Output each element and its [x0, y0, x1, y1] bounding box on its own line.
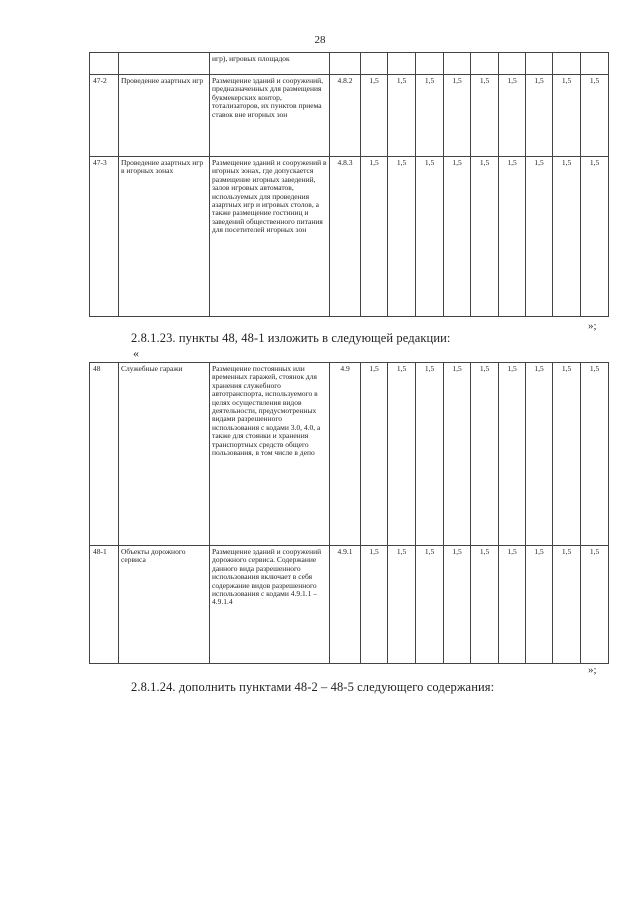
use-name: Проведение азартных игр в игорных зонах	[119, 157, 210, 317]
value-cell: 1,5	[526, 75, 553, 157]
value-cell: 1,5	[388, 546, 416, 664]
value-cell: 1,5	[581, 363, 609, 546]
value-cell: 1,5	[361, 546, 388, 664]
use-code: 4.9.1	[330, 546, 361, 664]
value-cell: 1,5	[499, 363, 526, 546]
value-cell: 1,5	[416, 363, 444, 546]
use-code: 4.9	[330, 363, 361, 546]
table-row	[90, 53, 609, 75]
paragraph-2-8-1-24: 2.8.1.24. дополнить пунктами 48-2 – 48-5 следующего содержания:	[131, 680, 495, 694]
value-cell: 1,5	[444, 546, 471, 664]
value-cell: 1,5	[416, 157, 444, 317]
value-cell	[444, 53, 471, 75]
value-cell: 1,5	[499, 546, 526, 664]
value-cell: 1,5	[444, 157, 471, 317]
row-number	[90, 53, 119, 75]
use-description: Размещение постоянных или временных гаражей, стоянок для хранения служебного автотранспорта, используемого в целях осуществления видов деятельности, предусмотренных видами разрешенного использования с кодами 3.0, 4.0, а также для стоянки и хранения транспортных средств общего пользования, в том числе в депо	[210, 363, 330, 546]
value-cell	[361, 53, 388, 75]
use-code: 4.8.2	[330, 75, 361, 157]
table-row	[90, 363, 609, 546]
value-cell: 1,5	[416, 75, 444, 157]
use-code	[330, 53, 361, 75]
value-cell: 1,5	[499, 75, 526, 157]
closing-quote: »;	[588, 664, 597, 676]
value-cell: 1,5	[361, 363, 388, 546]
zoning-table-top	[89, 52, 609, 317]
value-cell: 1,5	[471, 157, 499, 317]
value-cell	[416, 53, 444, 75]
value-cell: 1,5	[471, 546, 499, 664]
use-description: Размещение зданий и сооружений дорожного сервиса. Содержание данного вида разрешенного использования включает в себя содержание видов разрешенного использования с кодами 4.9.1.1 – 4.9.1.4	[210, 546, 330, 664]
row-number: 47-3	[90, 157, 119, 317]
value-cell: 1,5	[471, 363, 499, 546]
value-cell	[499, 53, 526, 75]
value-cell: 1,5	[388, 157, 416, 317]
value-cell: 1,5	[526, 546, 553, 664]
use-code: 4.8.3	[330, 157, 361, 317]
value-cell: 1,5	[444, 363, 471, 546]
use-description: Размещение зданий и сооружений в игорных зонах, где допускается размещение игорных заведений, залов игровых автоматов, используемых для проведения азартных игр и игровых столов, а также размещение гостиниц и заведений общественного питания для посетителей игорных зон	[210, 157, 330, 317]
value-cell: 1,5	[553, 75, 581, 157]
value-cell: 1,5	[553, 363, 581, 546]
use-name	[119, 53, 210, 75]
use-name: Служебные гаражи	[119, 363, 210, 546]
row-number: 48	[90, 363, 119, 546]
paragraph-2-8-1-23: 2.8.1.23. пункты 48, 48-1 изложить в следующей редакции:	[131, 331, 451, 345]
value-cell: 1,5	[581, 157, 609, 317]
closing-quote: »;	[588, 320, 597, 332]
value-cell	[526, 53, 553, 75]
value-cell: 1,5	[444, 75, 471, 157]
value-cell	[388, 53, 416, 75]
value-cell: 1,5	[526, 363, 553, 546]
table-row	[90, 75, 609, 157]
value-cell: 1,5	[361, 157, 388, 317]
value-cell: 1,5	[581, 546, 609, 664]
use-name: Объекты дорожного сервиса	[119, 546, 210, 664]
value-cell: 1,5	[471, 75, 499, 157]
value-cell: 1,5	[581, 75, 609, 157]
value-cell	[581, 53, 609, 75]
table-row	[90, 157, 609, 317]
row-number: 47-2	[90, 75, 119, 157]
value-cell: 1,5	[361, 75, 388, 157]
use-description: Размещение зданий и сооружений, предназначенных для размещения букмекерских контор, тотализаторов, их пунктов приема ставок вне игорных зон	[210, 75, 330, 157]
value-cell: 1,5	[499, 157, 526, 317]
zoning-table-bottom	[89, 362, 609, 664]
value-cell: 1,5	[388, 75, 416, 157]
use-name: Проведение азартных игр	[119, 75, 210, 157]
opening-quote: «	[133, 346, 139, 360]
value-cell	[471, 53, 499, 75]
row-number: 48-1	[90, 546, 119, 664]
page-number: 28	[314, 34, 326, 46]
use-description: игр), игровых площадок	[210, 53, 330, 75]
value-cell: 1,5	[388, 363, 416, 546]
value-cell: 1,5	[416, 546, 444, 664]
value-cell: 1,5	[526, 157, 553, 317]
value-cell: 1,5	[553, 157, 581, 317]
table-row	[90, 546, 609, 664]
value-cell	[553, 53, 581, 75]
value-cell: 1,5	[553, 546, 581, 664]
